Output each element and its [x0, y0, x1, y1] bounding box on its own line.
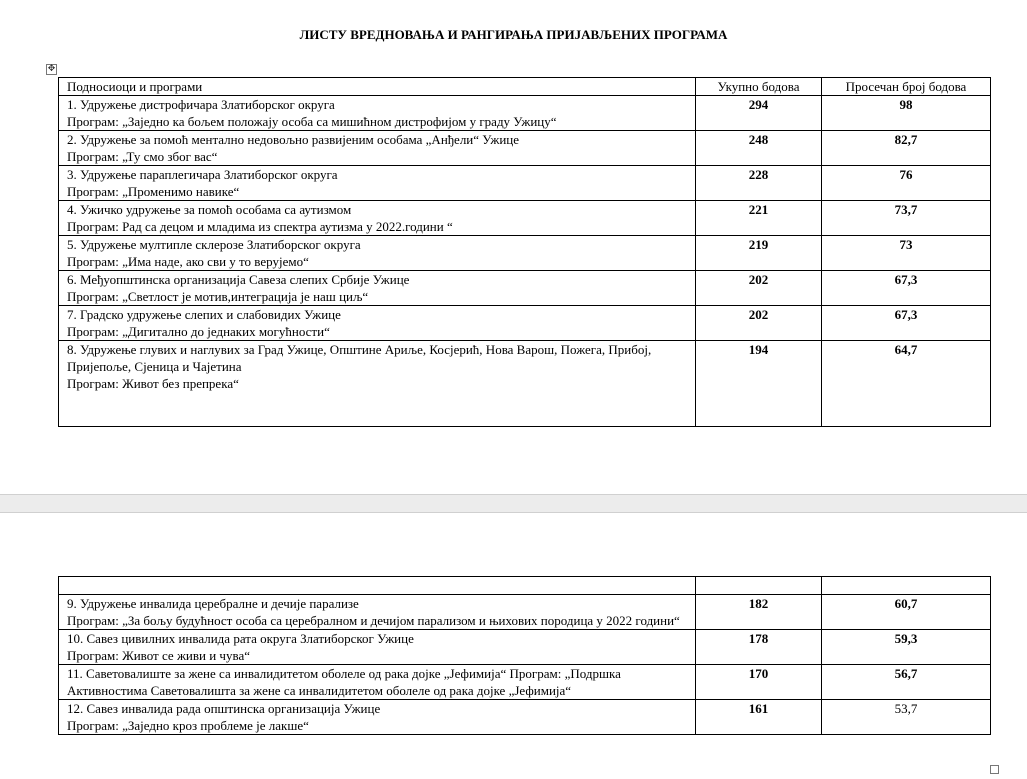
- applicant-cell: [59, 341, 696, 427]
- applicant-cell: [59, 306, 696, 341]
- document-title: ЛИСТУ ВРЕДНОВАЊА И РАНГИРАЊА ПРИЈАВЉЕНИХ ПРОГРАМА: [299, 27, 728, 42]
- average-points-cell: 73,7: [822, 201, 991, 236]
- table-row: [59, 236, 991, 271]
- total-points-cell: 182: [696, 595, 822, 630]
- total-points-cell: 170: [696, 665, 822, 700]
- header-average-points: Просечан број бодова: [822, 78, 991, 96]
- page-break-gap: [0, 494, 1027, 513]
- program-name: Програм: Живот се живи и чува“: [67, 648, 250, 663]
- average-points-cell: 67,3: [822, 271, 991, 306]
- applicant-cell: [59, 595, 696, 630]
- average-points-cell: 64,7: [822, 341, 991, 427]
- table-row: [59, 131, 991, 166]
- ranking-table-page-1: [58, 77, 991, 427]
- applicant-name: 8. Удружење глувих и наглувих за Град Ужице, Општине Ариље, Косјерић, Нова Варош, Пожега, Прибој, Пријепоље, Сјеница и Чајетина: [67, 342, 652, 374]
- average-points-cell: 73: [822, 236, 991, 271]
- table-row: [59, 341, 991, 427]
- applicant-name: 5. Удружење мултипле склерозе Златиборског округа: [67, 237, 361, 252]
- empty-cell: [696, 577, 822, 595]
- applicant-cell: [59, 700, 696, 735]
- table-row: [59, 595, 991, 630]
- program-name: Програм: „Дигитално до једнаких могућности“: [67, 324, 330, 339]
- empty-cell: [59, 577, 696, 595]
- average-points-cell: 56,7: [822, 665, 991, 700]
- applicant-name: 10. Савез цивилних инвалида рата округа Златиборског Ужице: [67, 631, 414, 646]
- average-points-cell: 82,7: [822, 131, 991, 166]
- applicant-cell: [59, 96, 696, 131]
- table-row: [59, 166, 991, 201]
- table-move-icon[interactable]: ✥: [47, 64, 56, 74]
- total-points-cell: 294: [696, 96, 822, 131]
- program-name: Програм: Рад са децом и младима из спектра аутизма у 2022.години “: [67, 219, 453, 234]
- average-points-cell: 60,7: [822, 595, 991, 630]
- applicant-name: 2. Удружење за помоћ ментално недовољно развијеним особама „Анђели“ Ужице: [67, 132, 520, 147]
- table-row: [59, 665, 991, 700]
- table-row: [59, 630, 991, 665]
- program-name: Програм: „За бољу будућност особа са церебралном и дечијом парализом и њихових породица у 2022 години“: [67, 613, 680, 628]
- table-row: [59, 700, 991, 735]
- average-points-cell: 76: [822, 166, 991, 201]
- total-points-cell: 161: [696, 700, 822, 735]
- applicant-name: 6. Међуопштинска организација Савеза слепих Србије Ужице: [67, 272, 410, 287]
- empty-cell: [822, 577, 991, 595]
- applicant-name: 7. Градско удружење слепих и слабовидих Ужице: [67, 307, 341, 322]
- total-points-cell: 178: [696, 630, 822, 665]
- average-points-cell: 98: [822, 96, 991, 131]
- ranking-table-page-2: [58, 576, 991, 735]
- applicant-cell: [59, 201, 696, 236]
- program-name: Програм: „Има наде, ако сви у то верујемо“: [67, 254, 309, 269]
- total-points-cell: 194: [696, 341, 822, 427]
- table-empty-row: [59, 577, 991, 595]
- total-points-cell: 219: [696, 236, 822, 271]
- average-points-cell: 53,7: [822, 700, 991, 735]
- average-points-cell: 67,3: [822, 306, 991, 341]
- applicant-name: 3. Удружење параплегичара Златиборског округа: [67, 167, 338, 182]
- program-name: Програм: „Заједно ка бољем положају особа са мишићном дистрофијом у граду Ужицу“: [67, 114, 557, 129]
- total-points-cell: 202: [696, 306, 822, 341]
- applicant-cell: [59, 630, 696, 665]
- applicant-name: 4. Ужичко удружење за помоћ особама са аутизмом: [67, 202, 352, 217]
- applicant-name: 1. Удружење дистрофичара Златиборског округа: [67, 97, 335, 112]
- table-row: [59, 96, 991, 131]
- program-name: Програм: „Светлост је мотив,интеграција је наш циљ“: [67, 289, 369, 304]
- total-points-cell: 248: [696, 131, 822, 166]
- table-row: [59, 306, 991, 341]
- applicant-cell: [59, 271, 696, 306]
- applicant-cell: [59, 665, 696, 700]
- applicant-cell: [59, 236, 696, 271]
- applicant-name: 9. Удружење инвалида церебралне и дечије парализе: [67, 596, 359, 611]
- program-name: Програм: „Променимо навике“: [67, 184, 240, 199]
- applicant-cell: [59, 166, 696, 201]
- total-points-cell: 221: [696, 201, 822, 236]
- applicant-cell: [59, 131, 696, 166]
- table-row: [59, 271, 991, 306]
- applicant-name: 11. Саветовалиште за жене са инвалидитетом оболеле од рака дојке „Јефимија“ Програм: „Подршка Активностима Саветовалишта за жене са инвалидитетом оболеле од рака дојке „Јефимија“: [67, 666, 621, 698]
- header-applicants: Подносиоци и програми: [59, 78, 696, 96]
- program-name: Програм: Живот без препрека“: [67, 376, 239, 391]
- table-header-row: [59, 78, 991, 96]
- program-name: Програм: „Ту смо због вас“: [67, 149, 218, 164]
- table-resize-handle[interactable]: [990, 765, 999, 774]
- total-points-cell: 202: [696, 271, 822, 306]
- applicant-name: 12. Савез инвалида рада општинска организација Ужице: [67, 701, 381, 716]
- total-points-cell: 228: [696, 166, 822, 201]
- program-name: Програм: „Заједно кроз проблеме је лакше“: [67, 718, 309, 733]
- header-total-points: Укупно бодова: [696, 78, 822, 96]
- average-points-cell: 59,3: [822, 630, 991, 665]
- table-row: [59, 201, 991, 236]
